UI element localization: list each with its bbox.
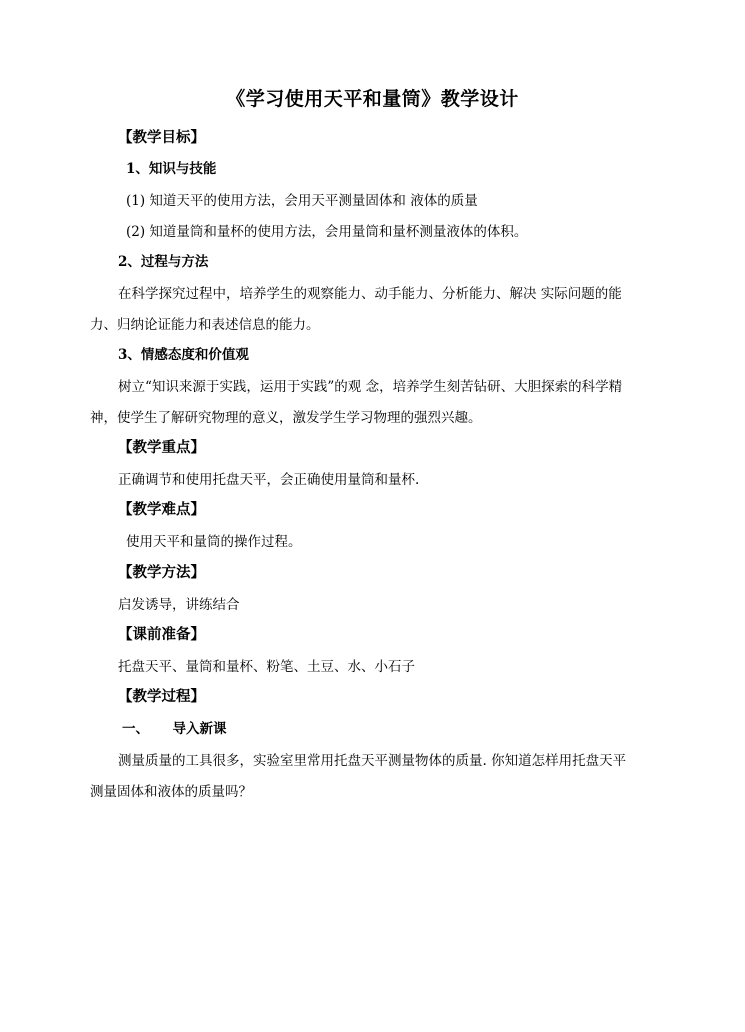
process-text-2: 力、归纳论证能力和表述信息的能力。 [90,317,320,333]
process-heading: 2、过程与方法 [118,254,209,270]
methods-heading: 【教学方法】 [118,564,205,581]
attitude-heading: 3、情感态度和价值观 [118,347,249,363]
attitude-text-2: 神，使学生了解研究物理的意义，激发学生学习物理的强烈兴趣。 [90,410,482,426]
knowledge-item-1: (1) 知道天平的使用方法，会用天平测量固体和 液体的质量 [126,193,478,209]
difficulty-text: 使用天平和量筒的操作过程。 [126,534,302,550]
difficulty-heading: 【教学难点】 [118,501,205,518]
intro-heading: 一、 导入新课 [122,721,227,737]
document-title: 《学习使用天平和量筒》教学设计 [226,88,519,110]
methods-text: 启发诱导，讲练结合 [118,597,240,613]
knowledge-item-2: (2) 知道量筒和量杯的使用方法，会用量筒和量杯测量液体的体积。 [126,224,528,240]
process-text-1: 在科学探究过程中，培养学生的观察能力、动手能力、分析能力、解决 实际问题的能 [118,286,622,302]
intro-text-1: 测量质量的工具很多，实验室里常用托盘天平测量物体的质量. 你知道怎样用托盘天平 [118,753,627,769]
attitude-text-1: 树立“知识来源于实践，运用于实践”的观 念，培养学生刻苦钻研、大胆探索的科学精 [118,379,623,395]
intro-text-2: 测量固体和液体的质量吗？ [90,784,252,800]
prep-text: 托盘天平、量筒和量杯、粉笔、土豆、水、小石子 [118,659,415,675]
knowledge-heading: 1、知识与技能 [126,161,217,177]
key-points-heading: 【教学重点】 [118,439,205,456]
objectives-heading: 【教学目标】 [118,129,205,146]
process-main-heading: 【教学过程】 [118,688,205,705]
key-points-text: 正确调节和使用托盘天平，会正确使用量筒和量杯. [118,472,420,488]
prep-heading: 【课前准备】 [118,626,205,643]
